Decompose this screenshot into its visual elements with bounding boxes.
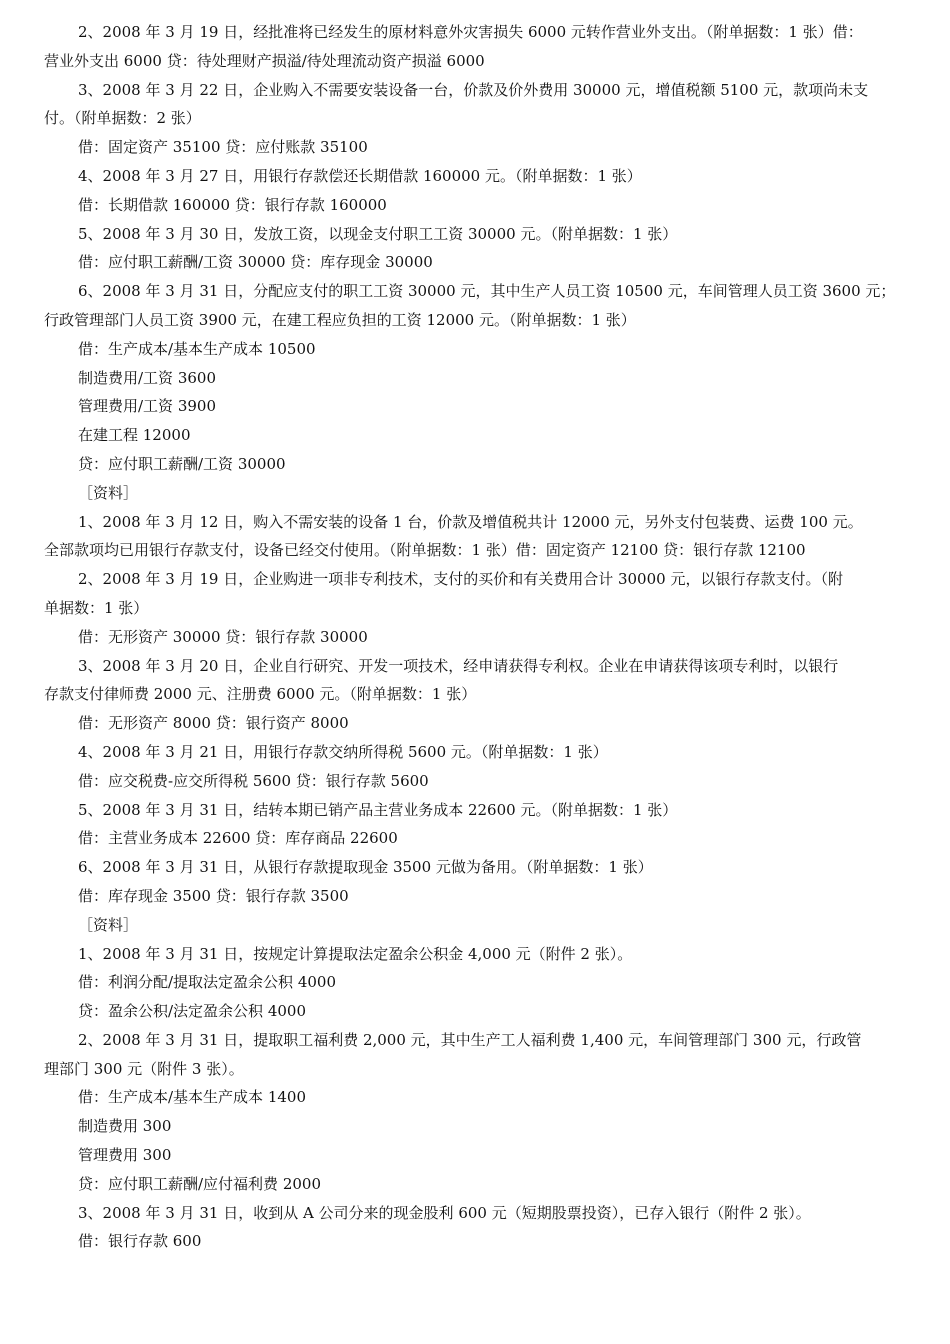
text-line: 行政管理部门人员工资 3900 元，在建工程应负担的工资 12000 元。（附单据数：1 张） xyxy=(44,310,636,329)
text-line: 借：应交税费-应交所得税 5600 贷：银行存款 5600 xyxy=(78,771,429,790)
text-line: 存款支付律师费 2000 元、注册费 6000 元。（附单据数：1 张） xyxy=(44,685,477,704)
text-line: ［资料］ xyxy=(78,483,139,502)
text-line: 理部门 300 元（附件 3 张）。 xyxy=(44,1059,244,1078)
text-line: 制造费用/工资 3600 xyxy=(78,368,216,387)
text-line: 4、2008 年 3 月 21 日，用银行存款交纳所得税 5600 元。（附单据数：1 张） xyxy=(78,742,608,761)
text-line: 借：长期借款 160000 贷：银行存款 160000 xyxy=(78,195,387,214)
text-line: 制造费用 300 xyxy=(78,1117,172,1136)
text-line: 3、2008 年 3 月 22 日，企业购入不需要安装设备一台，价款及价外费用 30000 元，增值税额 5100 元，款项尚未支 xyxy=(78,80,869,99)
text-line: 管理费用 300 xyxy=(78,1146,172,1165)
text-line: 在建工程 12000 xyxy=(78,426,191,445)
text-line: 贷：盈余公积/法定盈余公积 4000 xyxy=(78,1002,306,1021)
text-line: 借：主营业务成本 22600 贷：库存商品 22600 xyxy=(78,829,398,848)
text-line: 3、2008 年 3 月 31 日，收到从 A 公司分来的现金股利 600 元（短期股票投资），已存入银行（附件 2 张）。 xyxy=(78,1203,811,1222)
text-line: 借：固定资产 35100 贷：应付账款 35100 xyxy=(78,138,368,157)
text-line: 2、2008 年 3 月 19 日，经批准将已经发生的原材料意外灾害损失 6000 元转作营业外支出。（附单据数：1 张）借： xyxy=(78,23,863,41)
text-line: 借：应付职工薪酬/工资 30000 贷：库存现金 30000 xyxy=(78,253,433,272)
text-line: 1、2008 年 3 月 12 日，购入不需安装的设备 1 台，价款及增值税共计 12000 元，另外支付包装费、运费 100 元。 xyxy=(78,512,863,531)
text-line: 5、2008 年 3 月 31 日，结转本期已销产品主营业务成本 22600 元。（附单据数：1 张） xyxy=(78,800,678,819)
text-line: 借：库存现金 3500 贷：银行存款 3500 xyxy=(78,886,349,905)
text-line: 贷：应付职工薪酬/应付福利费 2000 xyxy=(78,1174,321,1193)
text-line: 借：银行存款 600 xyxy=(78,1232,202,1251)
text-line: 2、2008 年 3 月 19 日，企业购进一项非专利技术，支付的买价和有关费用合计 30000 元，以银行存款支付。（附 xyxy=(78,570,843,589)
text-line: 付。（附单据数：2 张） xyxy=(44,109,201,128)
text-line: 营业外支出 6000 贷：待处理财产损溢/待处理流动资产损溢 6000 xyxy=(44,51,485,70)
text-line: 5、2008 年 3 月 30 日，发放工资，以现金支付职工工资 30000 元。（附单据数：1 张） xyxy=(78,224,678,243)
text-line: 6、2008 年 3 月 31 日，分配应支付的职工工资 30000 元，其中生产人员工资 10500 元，车间管理人员工资 3600 元； xyxy=(78,282,896,301)
text-line: 管理费用/工资 3900 xyxy=(78,397,216,416)
text-line: 借：无形资产 8000 贷：银行资产 8000 xyxy=(78,714,349,733)
text-line: 借：生产成本/基本生产成本 1400 xyxy=(78,1088,306,1107)
text-line: 借：利润分配/提取法定盈余公积 4000 xyxy=(78,973,336,992)
text-line: 单据数：1 张） xyxy=(44,598,149,617)
text-line: 6、2008 年 3 月 31 日，从银行存款提取现金 3500 元做为备用。（附单据数：1 张） xyxy=(78,858,653,877)
text-line: 借：无形资产 30000 贷：银行存款 30000 xyxy=(78,627,368,646)
text-line: 借：生产成本/基本生产成本 10500 xyxy=(78,339,316,358)
text-line: 全部款项均已用银行存款支付，设备已经交付使用。（附单据数：1 张）借：固定资产 12100 贷：银行存款 12100 xyxy=(44,541,806,560)
text-line: 贷：应付职工薪酬/工资 30000 xyxy=(78,454,286,473)
text-line: 2、2008 年 3 月 31 日，提取职工福利费 2,000 元，其中生产工人福利费 1,400 元，车间管理部门 300 元，行政管 xyxy=(78,1030,862,1049)
text-line: 3、2008 年 3 月 20 日，企业自行研究、开发一项技术，经申请获得专利权。企业在申请获得该项专利时，以银行 xyxy=(78,656,839,675)
text-line: 4、2008 年 3 月 27 日，用银行存款偿还长期借款 160000 元。（附单据数：1 张） xyxy=(78,166,642,185)
text-line: ［资料］ xyxy=(78,915,139,934)
text-line: 1、2008 年 3 月 31 日，按规定计算提取法定盈余公积金 4,000 元（附件 2 张）。 xyxy=(78,944,633,963)
